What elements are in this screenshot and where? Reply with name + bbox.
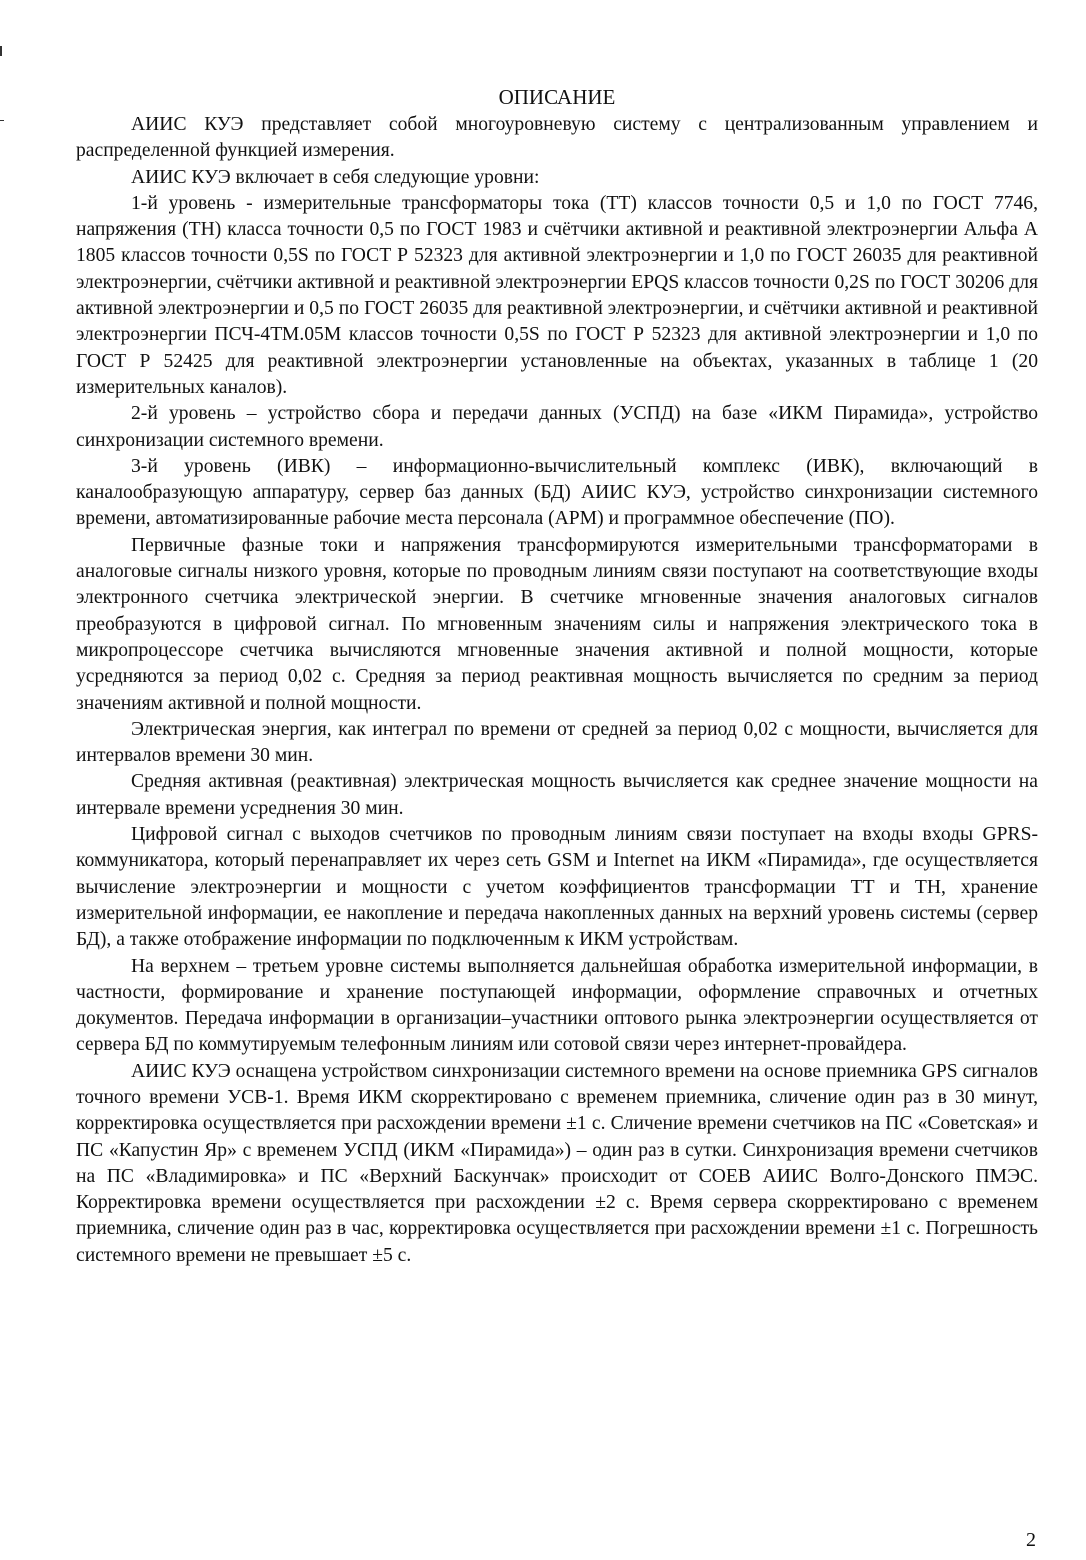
document-body — [76, 84, 1038, 1269]
paragraph-average-power: Средняя активная (реактивная) электрическая мощность вычисляется как среднее значение мощности на интервале времени усреднения 30 мин. — [76, 771, 1038, 819]
paragraph-level-1: 1-й уровень - измерительные трансформаторы тока (ТТ) классов точности 0,5 и 1,0 по ГОСТ 7746, напряжения (ТН) класса точности 0,5 по ГОСТ 1983 и счётчики активной и реактивной электроэнергии Альфа А 1805 классов точности 0,5S по ГОСТ Р 52323 для активной электроэнергии и 1,0 по ГОСТ 26035 для реактивной электроэнергии, счётчики активной и реактивной электроэнергии EPQS классов точности 0,2S по ГОСТ 30206 для активной электроэнергии и 0,5 по ГОСТ 26035 для реактивной электроэнергии, и счётчики активной и реактивной электроэнергии ПСЧ-4ТМ.05М классов точности 0,5S по ГОСТ Р 52323 для активной электроэнергии и 1,0 по ГОСТ Р 52425 для реактивной электроэнергии установленные на объектах, указанных в таблице 1 (20 измерительных каналов). — [76, 192, 1038, 398]
paragraph-level-2: 2-й уровень – устройство сбора и передачи данных (УСПД) на базе «ИКМ Пирамида», устройство синхронизации системного времени. — [76, 403, 1038, 451]
scan-artifact-mark — [0, 46, 2, 56]
paragraph-signal-processing: Первичные фазные токи и напряжения трансформируются измерительными трансформаторами в аналоговые сигналы низкого уровня, которые по проводным линиям связи поступают на соответствующие входы электронного счетчика электрической энергии. В счетчике мгновенные значения аналоговых сигналов преобразуются в цифровой сигнал. По мгновенным значениям силы и напряжения электрического тока в микропроцессоре счетчика вычисляются мгновенные значения активной и полной мощности, которые усредняются за период 0,02 с. Средняя за период реактивная мощность вычисляется по средним за период значениям активной и полной мощности. — [76, 534, 1038, 714]
paragraph-digital-signal: Цифровой сигнал с выходов счетчиков по проводным линиям связи поступает на входы входы GPRS-коммуникатора, который перенаправляет их через сеть GSM и Internet на ИКМ «Пирамида», где осуществляется вычисление электроэнергии и мощности с учетом коэффициентов трансформации ТТ и ТН, хранение измерительной информации, ее накопление и передача накопленных данных на верхний уровень системы (сервер БД), а также отображение информации по подключенным к ИКМ устройствам. — [76, 824, 1038, 951]
paragraph-energy-integral: Электрическая энергия, как интеграл по времени от средней за период 0,02 с мощности, вычисляется для интервалов времени 30 мин. — [76, 718, 1038, 767]
paragraph-upper-level: На верхнем – третьем уровне системы выполняется дальнейшая обработка измерительной информации, в частности, формирование и хранение поступающей информации, оформление справочных и отчетных документов. Передача информации в организации–участники оптового рынка электроэнергии осуществляется от сервера БД по коммутируемым телефонным линиям или сотовой связи через интернет-провайдера. — [76, 955, 1038, 1056]
paragraph-intro: АИИС КУЭ представляет собой многоуровневую систему с централизованным управлением и распределенной функцией измерения. — [76, 114, 1038, 162]
scan-artifact-mark — [0, 120, 4, 121]
paragraph-level-3: 3-й уровень (ИВК) – информационно-вычислительный комплекс (ИВК), включающий в каналообразующую аппаратуру, сервер баз данных (БД) АИИС КУЭ, устройство синхронизации системного времени, автоматизированные рабочие места персонала (АРМ) и программное обеспечение (ПО). — [76, 455, 1038, 530]
paragraph-levels-heading: АИИС КУЭ включает в себя следующие уровни: — [131, 166, 540, 188]
page-number: 2 — [1026, 1529, 1036, 1551]
document-title: ОПИСАНИЕ — [498, 85, 616, 109]
paragraph-time-sync: АИИС КУЭ оснащена устройством синхронизации системного времени на основе приемника GPS сигналов точного времени УСВ-1. Время ИКМ скорректировано с временем приемника, сличение один раз в 30 минут, корректировка осуществляется при расхождении времени ±1 с. Сличение времени счетчиков на ПС «Советская» и ПС «Капустин Яр» с временем УСПД (ИКМ «Пирамида») – один раз в сутки. Синхронизация времени счетчиков на ПС «Владимировка» и ПС «Верхний Баскунчак» происходит от СОЕВ АИИС Волго-Донского ПМЭС. Корректировка времени осуществляется при расхождении ±2 с. Время сервера скорректировано с временем приемника, сличение один раз в час, корректировка осуществляется при расхождении времени ±1 с. Погрешность системного времени не превышает ±5 с. — [76, 1060, 1038, 1266]
